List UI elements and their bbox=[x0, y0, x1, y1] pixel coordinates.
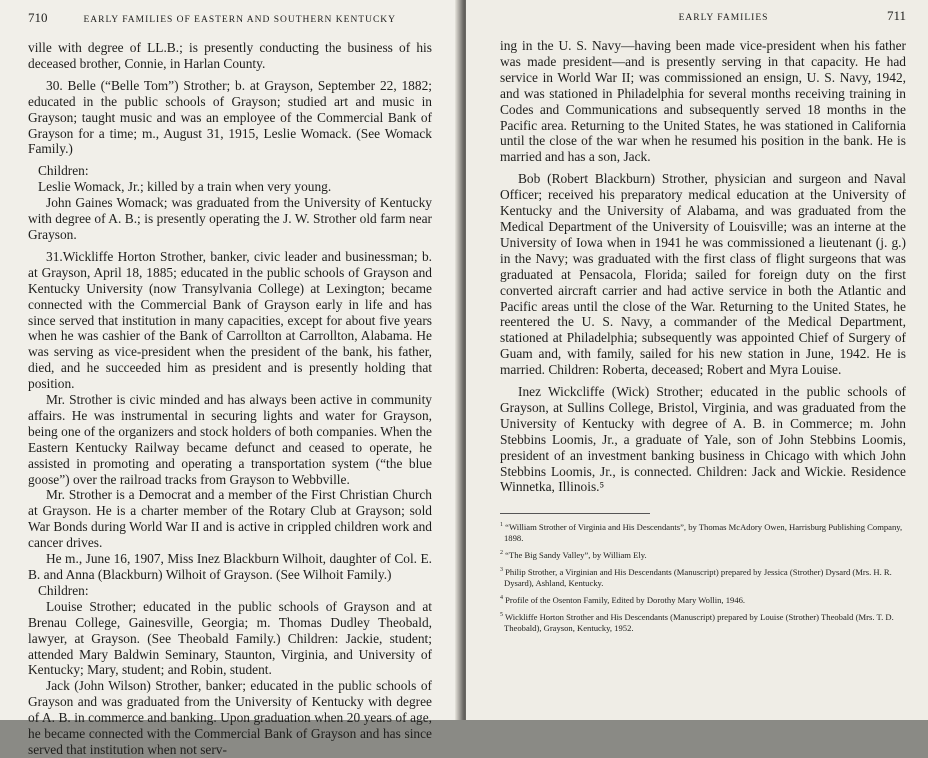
left-page-header bbox=[28, 10, 432, 26]
paragraph: ing in the U. S. Navy—having been made vice-president when his father was made president—and is presently serving in that capacity. He had service in World War II; was commissioned an ensign, U. S. Navy, 1942, and was stationed in Philadelphia for several months receiving training in Codes and Communications and subsequently served 18 months in the Pacific area. Returning to the United States, he was stationed in California until the close of the war when he resumed his position in the bank. He is married and has a son, Jack. bbox=[500, 38, 906, 165]
footnote: $^1$ “William Strother of Virginia and His Descendants”, by Thomas McAdory Owen, Harrisburg Publishing Company, 1898. bbox=[500, 522, 903, 544]
paragraph: Jack (John Wilson) Strother, banker; educated in the public schools of Grayson and was graduated from the University of Kentucky with degree of A. B. in commerce and banking. Upon graduation when 20 years of age, he became connected with the Commercial Bank of Grayson and has since served that institution when not serv- bbox=[28, 678, 432, 757]
paragraph: He m., June 16, 1907, Miss Inez Blackburn Wilhoit, daughter of Col. E. B. and Anna (Blackburn) Wilhoit of Grayson. (See Wilhoit Family.) bbox=[28, 551, 432, 582]
running-head: EARLY FAMILIES OF EASTERN AND SOUTHERN KENTUCKY bbox=[83, 15, 397, 25]
page-number: 711 bbox=[886, 8, 906, 23]
paragraph: Leslie Womack, Jr.; killed by a train when very young. bbox=[38, 179, 332, 195]
paragraph: 30. Belle (“Belle Tom”) Strother; b. at Grayson, September 22, 1882; educated in the public schools of Grayson; studied art and music in Grayson; taught music and was an employee of the Commercial Bank of Grayson for a time; m., August 31, 1915, Leslie Womack. (See Womack Family.) bbox=[28, 77, 432, 157]
footnote: $^4$ Profile of the Osenton Family, Edited by Dorothy Mary Wollin, 1946. bbox=[500, 594, 746, 605]
running-head: EARLY FAMILIES bbox=[678, 13, 769, 23]
paragraph: John Gaines Womack; was graduated from the University of Kentucky with degree of A. B.; is presently operating the J. W. Strother old farm near Grayson. bbox=[28, 195, 432, 242]
page-number: 710 bbox=[28, 10, 48, 25]
paragraph: Bob (Robert Blackburn) Strother, physician and surgeon and Naval Officer; received his preparatory medical education at the University of Kentucky and the University of Alabama, and was graduated from the Medical Department of the University of Louisville; was an interne at the University of Iowa when in 1941 he was commissioned a lieutenant (j. g.) in the Navy; was graduated with the first class of flight surgeons that was graduated at Pensacola, Florida; sailed for foreign duty on the first converted aircraft carrier and had active service in both the Atlantic and Pacific areas until the close of the War. Returning to the United States, he reentered the U. S. Navy, a commander of the Medical Department, stationed at Philadelphia; subsequently was appointed Chief of Surgery of Guam and, with family, sailed for his new station in June, 1942. He is married. Children: Roberta, deceased; Robert and Myra Louise. bbox=[500, 171, 906, 378]
right-page-header bbox=[500, 8, 906, 24]
paragraph: Mr. Strother is a Democrat and a member of the First Christian Church at Grayson. He is a charter member of the Rotary Club at Grayson; sold War Bonds during World War II and is active in crippled children work and cancer drives. bbox=[28, 487, 432, 551]
paragraph: 31.Wickliffe Horton Strother, banker, civic leader and businessman; b. at Grayson, April 18, 1885; educated in the public schools of Grayson and Kentucky University (now Transylvania College) at Lexington; became connected with the Commercial Bank of Grayson early in life and has since served that institution in many capacities, except for about five years when he was cashier of the Bank of Carrollton at Carrollton, Alabama. He was serving as vice-president when the president of the bank, his father, died, and he succeeded him as president and is presently holding that position. bbox=[28, 248, 432, 392]
footnote-rule bbox=[500, 513, 650, 520]
left-page bbox=[0, 0, 462, 757]
children-label: Children: bbox=[38, 163, 89, 179]
paragraph: Louise Strother; educated in the public schools of Grayson and at Brenau College, Gainesville, Georgia; m. Thomas Dudley Theobald, lawyer, at Grayson. (See Theobald Family.) Children: Jackie, student; attended Mary Baldwin Seminary, Staunton, Virginia, and University of Kentucky; Mary, student; and Robin, student. bbox=[28, 598, 432, 678]
paragraph: ville with degree of LL.B.; is presently conducting the business of his deceased brother, Connie, in Harlan County. bbox=[28, 40, 432, 71]
footnotes bbox=[500, 520, 906, 633]
footnote: $^2$ “The Big Sandy Valley”, by William Ely. bbox=[500, 550, 647, 561]
paragraph: Inez Wickcliffe (Wick) Strother; educated in the public schools of Grayson, at Sullins College, Bristol, Virginia, and was graduated from the University of Kentucky with degree of A. B. in Commerce; m. John Stebbins Loomis, Jr., a graduate of Yale, son of John Stebbins Loomis, president of an investment banking business in Chicago with which John Stebbins Loomis, Jr., is connected. Children: Jack and Wickie. Residence Winnetka, Illinois.⁵ bbox=[500, 384, 906, 495]
paragraph: Mr. Strother is civic minded and has always been active in community affairs. He was instrumental in securing lights and water for Grayson, being one of the organizers and stock holders of both companies. When the Eastern Kentucky Railway became defunct and ceased to operate, he assisted in promoting and operating a transportation system (“the blue goose”) over the railroad tracks from Grayson to Webbville. bbox=[28, 392, 432, 487]
footnote: $^3$ Philip Strother, a Virginian and His Descendants (Manuscript) prepared by Jessica (Strother) Dysard (Mrs. H. R. Dysard), Ashland, Kentucky. bbox=[500, 566, 892, 588]
footnote: $^5$ Wickliffe Horton Strother and His Descendants (Manuscript) prepared by Louise (Strother) Theobald (Mrs. T. D. Theobald), Grayson, Kentucky, 1952. bbox=[500, 611, 894, 633]
right-page bbox=[466, 0, 928, 720]
children-label: Children: bbox=[38, 582, 89, 598]
